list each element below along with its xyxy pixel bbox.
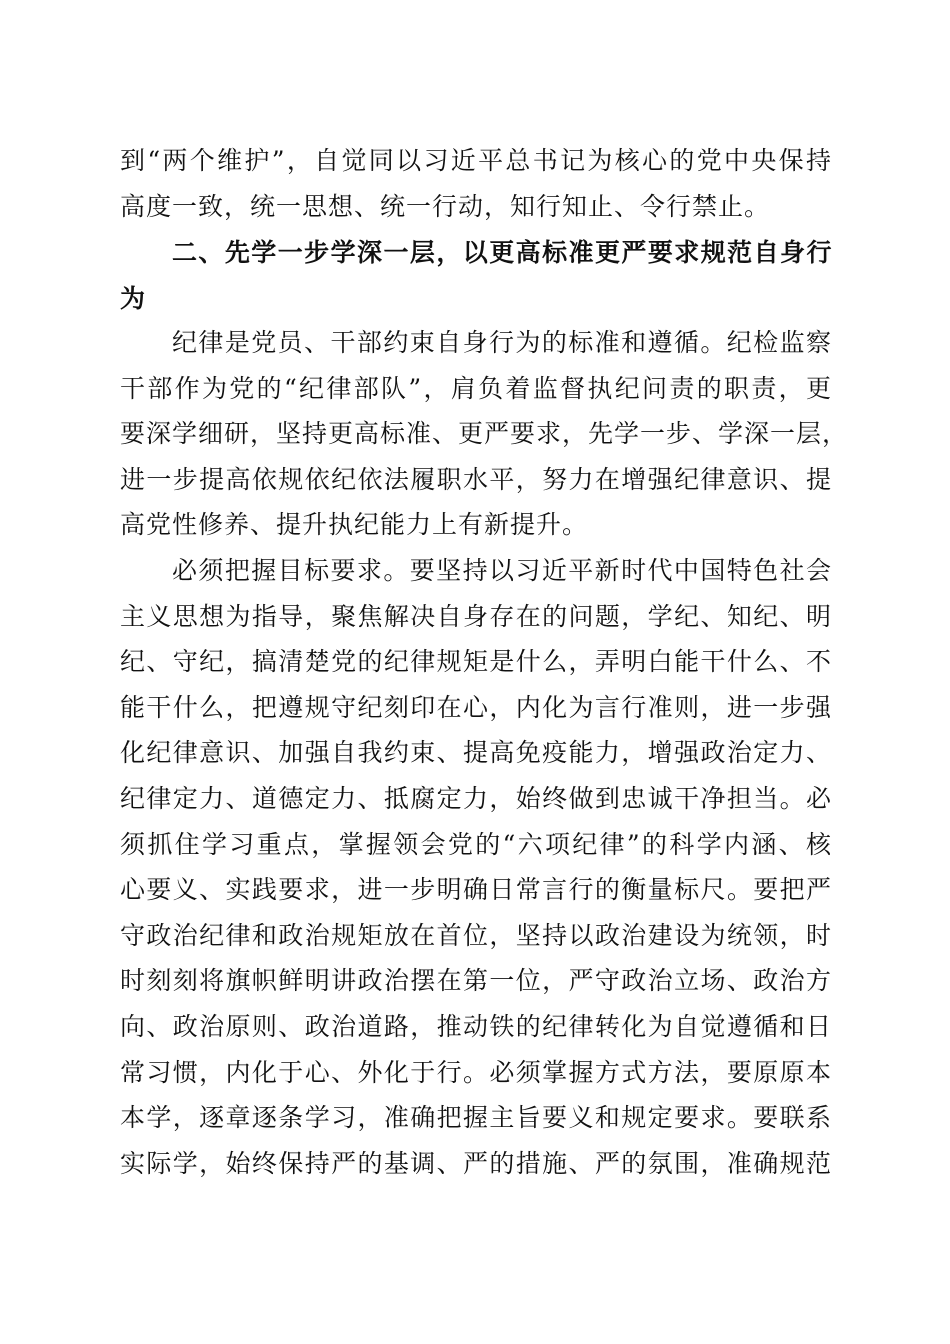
text-line: 守政治纪律和政治规矩放在首位，坚持以政治建设为统领，时 [120,920,832,950]
section-heading-2 [120,230,832,321]
heading-line: 为 [120,283,146,313]
text-line: 时刻刻将旗帜鲜明讲政治摆在第一位，严守政治立场、政治方 [120,966,832,996]
text-line: 常习惯，内化于心、外化于行。必须掌握方式方法，要原原本 [120,1057,832,1087]
text-line: 能干什么，把遵规守纪刻印在心，内化为言行准则，进一步强 [120,692,832,722]
text-line: 干部作为党的“纪律部队”，肩负着监督执纪问责的职责，更 [120,373,832,403]
text-line: 纪律是党员、干部约束自身行为的标准和遵循。纪检监察 [172,328,832,357]
text-line: 纪、守纪，搞清楚党的纪律规矩是什么，弄明白能干什么、不 [120,647,832,677]
text-line: 必须把握目标要求。要坚持以习近平新时代中国特色社会 [172,556,832,585]
text-line: 高党性修养、提升执纪能力上有新提升。 [120,510,589,540]
text-line: 进一步提高依规依纪依法履职水平，努力在增强纪律意识、提 [120,464,832,494]
text-line: 实际学，始终保持严的基调、严的措施、严的氛围，准确规范 [120,1148,832,1178]
paragraph-discipline [120,320,849,548]
text-line: 化纪律意识、加强自我约束、提高免疫能力，增强政治定力、 [120,738,832,768]
text-line: 高度一致，统一思想、统一行动，知行知止、令行禁止。 [120,191,771,221]
paragraph-goals [120,548,832,1186]
text-line: 本学，逐章逐条学习，准确把握主旨要义和规定要求。要联系 [120,1103,832,1133]
heading-line: 二、先学一步学深一层，以更高标准更严要求规范自身行 [172,238,832,267]
text-line: 主义思想为指导，聚焦解决自身存在的问题，学纪、知纪、明 [120,601,832,631]
text-line: 到“两个维护”，自觉同以习近平总书记为核心的党中央保持 [120,146,832,175]
text-line: 须抓住学习重点，掌握领会党的“六项纪律”的科学内涵、核 [120,829,832,859]
text-line: 纪律定力、道德定力、抵腐定力，始终做到忠诚干净担当。必 [120,783,832,813]
text-line: 要深学细研，坚持更高标准、更严要求，先学一步、学深一层， [120,419,849,449]
text-line: 向、政治原则、政治道路，推动铁的纪律转化为自觉遵循和日 [120,1011,832,1041]
paragraph-intro-tail [120,138,832,229]
text-line: 心要义、实践要求，进一步明确日常言行的衡量标尺。要把严 [120,875,832,905]
